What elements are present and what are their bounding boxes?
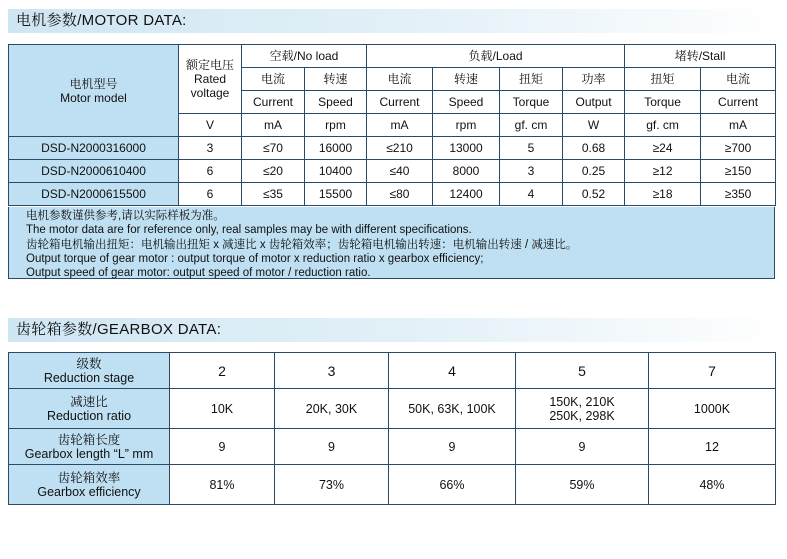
stall-current-zh: 电流 [701, 68, 776, 91]
table-cell: ≥150 [701, 160, 776, 183]
row-label-gearbox-efficiency [9, 465, 170, 505]
table-cell: 1000K [649, 389, 776, 429]
rated-voltage-header-zh: 额定电压 [185, 58, 234, 72]
table-cell: ≤40 [367, 160, 433, 183]
unit-load-gfcm: gf. cm [500, 114, 563, 137]
load-torque-en: Torque [500, 91, 563, 114]
table-row [9, 183, 776, 206]
unit-noload-ma: mA [242, 114, 305, 137]
rated-voltage-header-en1: Rated [193, 72, 227, 86]
note-line: 电机参数谨供参考,请以实际样板为准。 [26, 210, 225, 222]
table-cell: 3 [179, 137, 242, 160]
table-cell: 50K, 63K, 100K [389, 389, 516, 429]
row-label-reduction-stage [9, 353, 170, 389]
table-cell: 20K, 30K [275, 389, 389, 429]
load-torque-zh: 扭矩 [500, 68, 563, 91]
table-cell: 9 [516, 429, 649, 465]
table-cell: 4 [389, 353, 516, 389]
unit-load-w: W [563, 114, 625, 137]
table-cell: ≥350 [701, 183, 776, 206]
unit-noload-rpm: rpm [305, 114, 367, 137]
row-label-zh: 齿轮箱长度 [57, 432, 121, 447]
unit-load-ma: mA [367, 114, 433, 137]
unit-load-rpm: rpm [433, 114, 500, 137]
motor-model-cell: DSD-N2000610400 [9, 160, 179, 183]
table-cell: ≥700 [701, 137, 776, 160]
table-cell: 8000 [433, 160, 500, 183]
row-label-en: Gearbox efficiency [37, 484, 141, 499]
table-cell: 9 [170, 429, 275, 465]
load-header: 负载/Load [367, 45, 625, 68]
row-label-zh: 级数 [76, 356, 102, 371]
load-current-zh: 电流 [367, 68, 433, 91]
note-line: The motor data are for reference only, real samples may be with different specifications. [26, 224, 472, 237]
row-label-en: Reduction ratio [46, 408, 132, 423]
table-row [9, 353, 776, 389]
table-cell: 13000 [433, 137, 500, 160]
note-line: Output torque of gear motor : output torque of motor x reduction ratio x gearbox efficiency; [26, 252, 484, 265]
motor-model-header-zh: 电机型号 [69, 76, 118, 91]
load-output-zh: 功率 [563, 68, 625, 91]
motor-model-header-en: Motor model [60, 90, 127, 105]
table-cell: 6 [179, 160, 242, 183]
table-cell: 2 [170, 353, 275, 389]
noload-speed-en: Speed [305, 91, 367, 114]
table-cell: 10K [170, 389, 275, 429]
row-label-en: Reduction stage [43, 370, 135, 385]
row-label-reduction-ratio [9, 389, 170, 429]
table-cell: 5 [500, 137, 563, 160]
table-cell: 10400 [305, 160, 367, 183]
table-cell: 0.52 [563, 183, 625, 206]
table-cell: ≤210 [367, 137, 433, 160]
motor-model-cell: DSD-N2000615500 [9, 183, 179, 206]
noload-current-zh: 电流 [242, 68, 305, 91]
table-cell: 3 [275, 353, 389, 389]
table-row [9, 137, 776, 160]
rated-voltage-header [179, 45, 242, 114]
stall-torque-zh: 扭矩 [625, 68, 701, 91]
table-cell: 9 [275, 429, 389, 465]
load-speed-zh: 转速 [433, 68, 500, 91]
table-cell: 9 [389, 429, 516, 465]
table-cell: 66% [389, 465, 516, 505]
rated-voltage-header-en2: voltage [190, 86, 230, 100]
stall-header: 堵转/Stall [625, 45, 776, 68]
noload-header: 空载/No load [242, 45, 367, 68]
motor-model-header [9, 45, 179, 137]
table-cell: ≤80 [367, 183, 433, 206]
load-current-en: Current [367, 91, 433, 114]
table-cell: ≥12 [625, 160, 701, 183]
table-cell: 6 [179, 183, 242, 206]
table-cell: 59% [516, 465, 649, 505]
motor-model-cell: DSD-N2000316000 [9, 137, 179, 160]
cell-line: 250K, 298K [549, 408, 615, 423]
table-cell: 48% [649, 465, 776, 505]
table-cell: 0.25 [563, 160, 625, 183]
table-cell: 4 [500, 183, 563, 206]
stall-torque-en: Torque [625, 91, 701, 114]
row-label-en: Gearbox length “L” mm [24, 446, 154, 461]
unit-v: V [179, 114, 242, 137]
row-label-zh: 齿轮箱效率 [57, 470, 121, 485]
motor-data-table [8, 44, 776, 206]
table-row [9, 465, 776, 505]
table-cell: 12400 [433, 183, 500, 206]
row-label-gearbox-length [9, 429, 170, 465]
table-cell: 5 [516, 353, 649, 389]
table-cell: 15500 [305, 183, 367, 206]
table-cell: 12 [649, 429, 776, 465]
cell-line: 150K, 210K [549, 394, 615, 409]
table-cell: ≤70 [242, 137, 305, 160]
unit-stall-gfcm: gf. cm [625, 114, 701, 137]
table-row [9, 389, 776, 429]
table-cell: 81% [170, 465, 275, 505]
gearbox-data-table [8, 352, 776, 505]
load-speed-en: Speed [433, 91, 500, 114]
note-line: 齿轮箱电机输出扭矩：电机输出扭矩 x 减速比 x 齿轮箱效率；齿轮箱电机输出转速：电机输出转速 / 减速比。 [26, 238, 578, 251]
table-cell: ≥18 [625, 183, 701, 206]
load-output-en: Output [563, 91, 625, 114]
table-cell: ≥24 [625, 137, 701, 160]
note-line: Output speed of gear motor: output speed of motor / reduction ratio. [26, 267, 371, 280]
gearbox-section-title: 齿轮箱参数/GEARBOX DATA: [8, 318, 784, 342]
noload-speed-zh: 转速 [305, 68, 367, 91]
table-cell: 73% [275, 465, 389, 505]
table-cell [516, 389, 649, 429]
motor-notes [8, 207, 775, 279]
table-cell: 7 [649, 353, 776, 389]
table-cell: 3 [500, 160, 563, 183]
row-label-zh: 减速比 [70, 394, 108, 409]
stall-current-en: Current [701, 91, 776, 114]
table-row [9, 429, 776, 465]
noload-current-en: Current [242, 91, 305, 114]
table-cell: 16000 [305, 137, 367, 160]
table-cell: 0.68 [563, 137, 625, 160]
table-cell: ≤20 [242, 160, 305, 183]
motor-section-title: 电机参数/MOTOR DATA: [8, 9, 784, 33]
unit-stall-ma: mA [701, 114, 776, 137]
table-row [9, 160, 776, 183]
table-cell: ≤35 [242, 183, 305, 206]
